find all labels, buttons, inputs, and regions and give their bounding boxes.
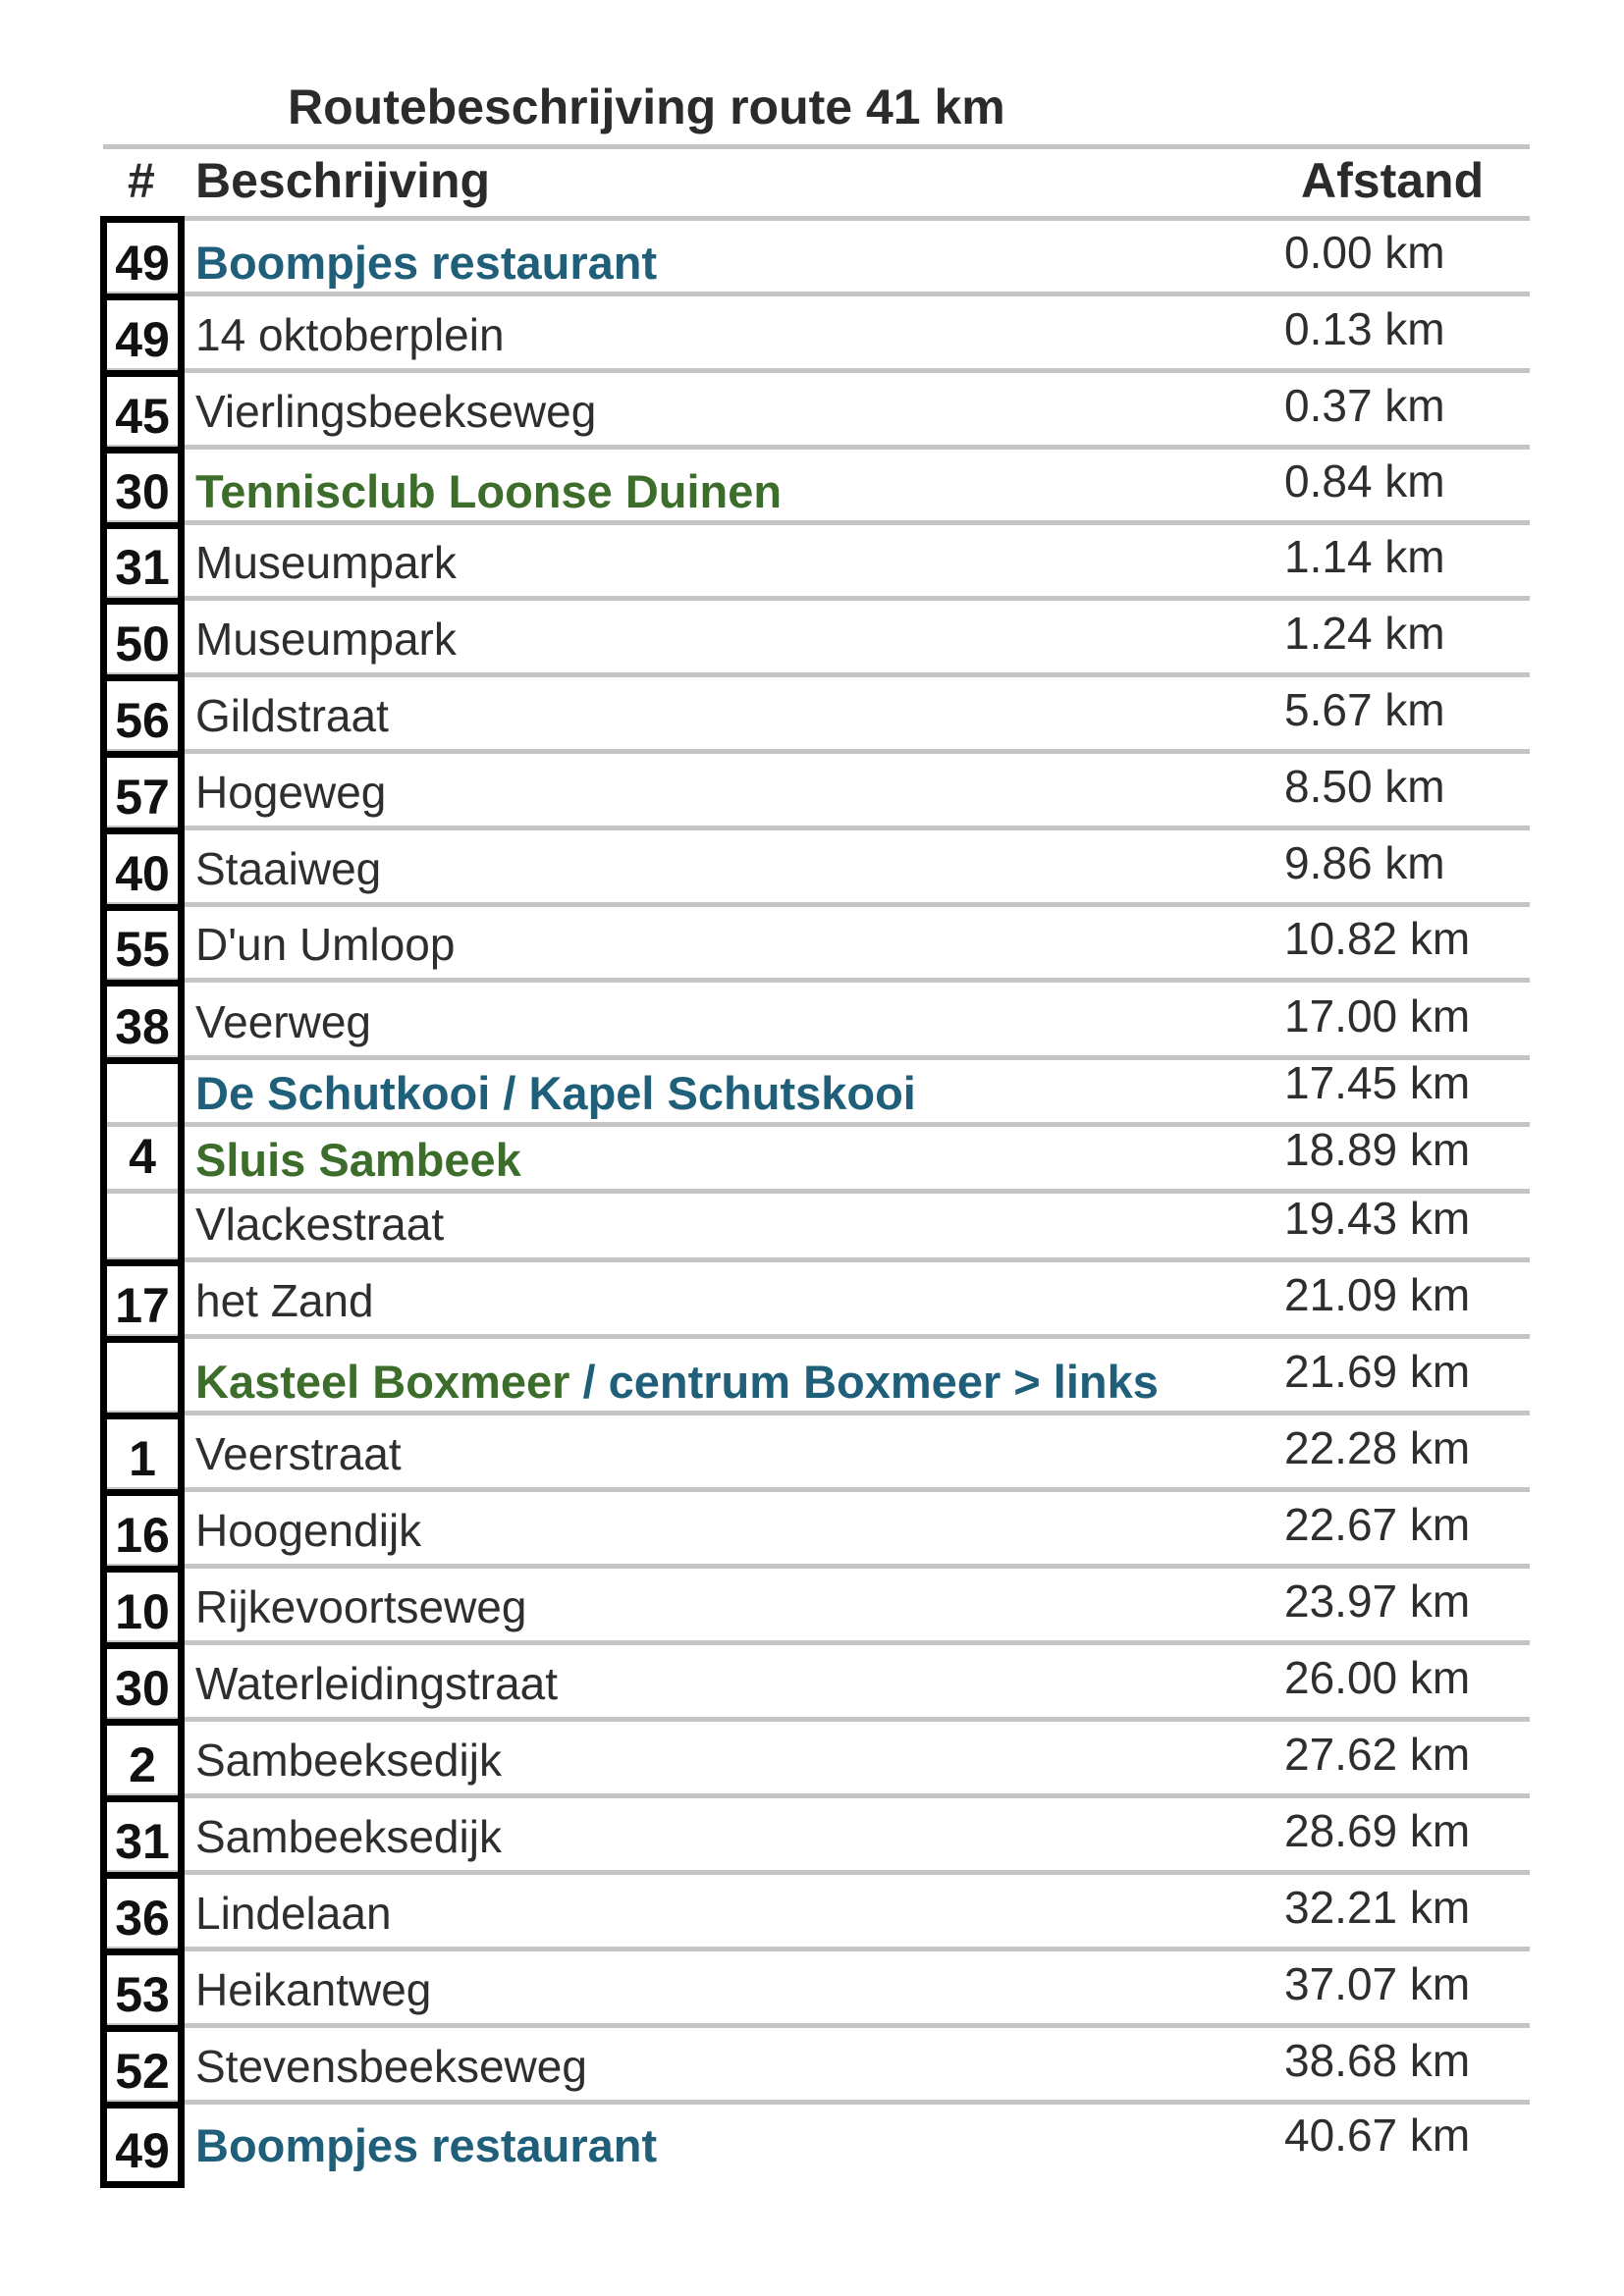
row-separator <box>103 2100 1530 2105</box>
route-distance: 21.69 km <box>1284 1346 1471 1397</box>
route-distance: 0.00 km <box>1284 227 1445 278</box>
route-distance: 38.68 km <box>1284 2035 1471 2086</box>
route-description: Staaiweg <box>195 843 382 894</box>
waypoint-number-box: 53 <box>100 1947 185 2032</box>
route-distance: 10.82 km <box>1284 913 1471 964</box>
route-description: Boompjes restaurant <box>195 2119 658 2171</box>
route-distance: 22.28 km <box>1284 1422 1471 1473</box>
route-description: Sluis Sambeek <box>195 1134 521 1186</box>
row-separator <box>103 368 1530 373</box>
waypoint-number-box: 40 <box>100 826 185 911</box>
route-description: Sambeeksedijk <box>195 1811 502 1862</box>
row-separator <box>103 1717 1530 1722</box>
route-description: D'un Umloop <box>195 919 456 970</box>
row-separator <box>103 2023 1530 2028</box>
route-description-part: centrum Boxmeer > links <box>608 1356 1159 1408</box>
row-separator <box>103 1411 1530 1415</box>
route-distance: 1.24 km <box>1284 608 1445 659</box>
header-description: Beschrijving <box>195 153 491 208</box>
row-separator <box>103 596 1530 601</box>
route-description: Rijkevoortseweg <box>195 1581 527 1632</box>
waypoint-number-box: 49 <box>100 292 185 377</box>
route-distance: 0.13 km <box>1284 303 1445 354</box>
row-separator <box>103 1870 1530 1875</box>
waypoint-number-box: 38 <box>100 978 185 1064</box>
row-separator <box>103 1564 1530 1569</box>
route-distance: 27.62 km <box>1284 1729 1471 1780</box>
row-separator <box>103 1334 1530 1339</box>
route-distance: 21.09 km <box>1284 1269 1471 1320</box>
waypoint-number-box: 50 <box>100 596 185 681</box>
row-separator <box>103 216 1530 221</box>
route-description: Hogeweg <box>195 767 387 818</box>
waypoint-number-box: 16 <box>100 1487 185 1573</box>
route-distance: 22.67 km <box>1284 1499 1471 1550</box>
route-description: Heikantweg <box>195 1964 432 2015</box>
route-distance: 17.45 km <box>1284 1057 1471 1108</box>
route-distance: 18.89 km <box>1284 1124 1471 1175</box>
route-description: Veerstraat <box>195 1428 402 1479</box>
row-separator <box>103 1487 1530 1492</box>
route-description: Waterleidingstraat <box>195 1658 559 1709</box>
route-description: Vlackestraat <box>195 1199 445 1250</box>
waypoint-number-box: 52 <box>100 2023 185 2109</box>
row-separator <box>103 978 1530 983</box>
route-description: Museumpark <box>195 614 457 665</box>
route-distance: 23.97 km <box>1284 1575 1471 1627</box>
route-description: Veerweg <box>195 996 372 1047</box>
route-description: Hoogendijk <box>195 1505 422 1556</box>
route-description: 14 oktoberplein <box>195 309 505 360</box>
route-description: Stevensbeekseweg <box>195 2041 587 2092</box>
route-distance: 5.67 km <box>1284 684 1445 735</box>
route-description-part: / <box>569 1356 609 1408</box>
route-distance: 17.00 km <box>1284 990 1471 1041</box>
header-distance: Afstand <box>1301 153 1485 208</box>
waypoint-number-box: 2 <box>100 1717 185 1802</box>
row-separator <box>103 292 1530 296</box>
route-description: Sambeeksedijk <box>195 1735 502 1786</box>
waypoint-number-box: 30 <box>100 445 185 529</box>
route-distance: 19.43 km <box>1284 1193 1471 1244</box>
waypoint-number-box <box>100 1334 185 1419</box>
waypoint-number-box: 55 <box>100 902 185 987</box>
row-separator <box>103 1947 1530 1951</box>
row-separator <box>103 1257 1530 1262</box>
route-description: Museumpark <box>195 537 457 588</box>
route-distance: 8.50 km <box>1284 761 1445 812</box>
route-description: Tennisclub Loonse Duinen <box>195 465 783 517</box>
route-distance: 0.84 km <box>1284 455 1445 507</box>
waypoint-number-box: 31 <box>100 520 185 605</box>
waypoint-number-box: 45 <box>100 368 185 454</box>
waypoint-number-box: 31 <box>100 1793 185 1879</box>
route-description <box>195 1355 1159 1409</box>
route-description-part: Kasteel Boxmeer <box>195 1356 570 1408</box>
route-distance: 28.69 km <box>1284 1805 1471 1856</box>
route-description: het Zand <box>195 1275 374 1326</box>
route-distance: 26.00 km <box>1284 1652 1471 1703</box>
route-distance: 37.07 km <box>1284 1958 1471 2009</box>
page-title: Routebeschrijving route 41 km <box>288 80 1005 134</box>
waypoint-number-box: 10 <box>100 1564 185 1649</box>
waypoint-number-box: 30 <box>100 1640 185 1726</box>
waypoint-number-box: 36 <box>100 1870 185 1955</box>
route-distance: 1.14 km <box>1284 531 1445 582</box>
row-separator <box>103 749 1530 754</box>
waypoint-number-box: 57 <box>100 749 185 834</box>
waypoint-number-box: 49 <box>100 2100 185 2188</box>
route-description: Lindelaan <box>195 1888 392 1939</box>
row-separator <box>103 1640 1530 1645</box>
route-description: Gildstraat <box>195 690 389 741</box>
route-distance: 32.21 km <box>1284 1882 1471 1933</box>
row-separator <box>103 1793 1530 1798</box>
route-description: Boompjes restaurant <box>195 237 658 289</box>
row-separator <box>103 520 1530 525</box>
row-separator <box>103 826 1530 830</box>
waypoint-number-box: 4 <box>100 1055 185 1266</box>
waypoint-number-box: 49 <box>100 216 185 300</box>
route-distance: 0.37 km <box>1284 380 1445 431</box>
route-description: De Schutkooi / Kapel Schutskooi <box>195 1067 916 1119</box>
waypoint-number-box: 1 <box>100 1411 185 1496</box>
header-number: # <box>128 153 155 208</box>
route-distance: 9.86 km <box>1284 837 1445 888</box>
route-description: Vierlingsbeekseweg <box>195 386 597 437</box>
waypoint-number-box: 17 <box>100 1257 185 1343</box>
row-separator <box>103 445 1530 450</box>
title-rule <box>103 144 1530 149</box>
waypoint-number-box: 56 <box>100 672 185 758</box>
row-separator <box>103 672 1530 677</box>
row-separator <box>103 902 1530 907</box>
route-distance: 40.67 km <box>1284 2109 1471 2161</box>
